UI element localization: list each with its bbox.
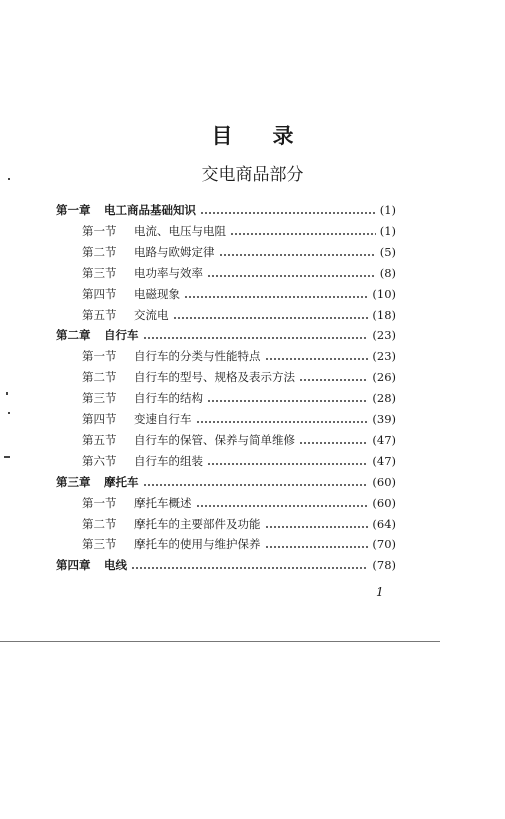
page-bottom-rule <box>0 641 440 642</box>
toc-leader-dots <box>265 526 369 528</box>
toc-section-row <box>82 514 396 534</box>
toc-entry-page: (23) <box>372 349 396 364</box>
toc-section-row <box>82 263 396 283</box>
toc-section-row <box>82 493 396 513</box>
toc-entry-number: 第一章 <box>56 203 91 217</box>
toc-entry-number: 第五节 <box>82 432 117 447</box>
toc-entry-number: 第二节 <box>82 370 117 385</box>
toc-entry-page: (23) <box>372 328 396 343</box>
toc-entry-page: (78) <box>372 558 396 573</box>
toc-chapter-row <box>56 472 396 492</box>
toc-entry-title: 摩托车的主要部件及功能 <box>134 516 261 531</box>
toc-section-row <box>82 451 396 471</box>
page-number: 1 <box>376 585 384 599</box>
toc-entry-page: (60) <box>372 495 396 510</box>
toc-entry-page: (28) <box>372 391 396 406</box>
toc-entry-number: 第三章 <box>56 474 91 489</box>
toc-entry-title: 电路与欧姆定律 <box>134 244 215 259</box>
scan-speck <box>8 412 10 414</box>
toc-entry-number: 第二章 <box>56 328 91 343</box>
toc-entry-number: 第二节 <box>82 516 117 531</box>
toc-entry-number: 第三节 <box>82 537 117 552</box>
toc-leader-dots <box>143 484 369 486</box>
toc-entry-number: 第四节 <box>82 412 117 426</box>
toc-section-row <box>82 284 396 304</box>
toc-leader-dots <box>196 421 369 423</box>
toc-entry-title: 摩托车 <box>104 474 139 489</box>
toc-leader-dots <box>131 567 368 569</box>
toc-entry-title: 电功率与效率 <box>134 265 203 280</box>
toc-entry-title: 自行车 <box>104 328 139 343</box>
toc-entry-number: 第四章 <box>56 558 91 573</box>
toc-section-row <box>82 305 396 325</box>
toc-entry-page: (64) <box>372 516 396 531</box>
toc-section-row <box>82 534 396 554</box>
toc-leader-dots <box>173 317 369 319</box>
toc-entry-number: 第四节 <box>82 286 117 301</box>
toc-chapter-row <box>56 200 396 220</box>
title-char-2: 录 <box>272 124 294 148</box>
toc-entry-page: (47) <box>372 453 396 468</box>
section-subtitle: 交电商品部分 <box>201 165 304 185</box>
toc-entry-number: 第一节 <box>82 223 117 238</box>
toc-section-row <box>82 221 396 241</box>
toc-leader-dots <box>265 358 369 360</box>
toc-entry-title: 摩托车概述 <box>134 495 192 510</box>
toc-entry-page: (10) <box>372 286 396 301</box>
toc-entry-title: 交流电 <box>134 307 169 322</box>
toc-section-row <box>82 388 396 408</box>
toc-entry-page: (18) <box>372 307 396 322</box>
toc-leader-dots <box>143 337 369 339</box>
toc-entry-title: 自行车的型号、规格及表示方法 <box>134 370 295 385</box>
toc-entry-number: 第一节 <box>82 495 117 510</box>
toc-section-row <box>82 346 396 366</box>
toc-entry-page: (1) <box>379 223 396 238</box>
toc-entry-number: 第一节 <box>82 349 117 364</box>
toc-leader-dots <box>219 254 376 256</box>
toc-entry-number: 第六节 <box>82 453 117 468</box>
toc-entry-title: 电磁现象 <box>134 286 180 301</box>
toc-leader-dots <box>200 212 376 214</box>
toc-leader-dots <box>299 442 368 444</box>
toc-entry-number: 第三节 <box>82 391 117 406</box>
toc-entry-number: 第三节 <box>82 265 117 280</box>
toc-section-row <box>82 430 396 450</box>
toc-leader-dots <box>207 400 368 402</box>
toc-entry-page: (26) <box>372 370 396 385</box>
toc-entry-title: 电流、电压与电阻 <box>134 223 226 238</box>
toc-entry-page: (70) <box>372 537 396 552</box>
toc-section-row <box>82 367 396 387</box>
toc-entry-number: 第五节 <box>82 307 117 322</box>
toc-leader-dots <box>207 275 376 277</box>
toc-leader-dots <box>230 233 376 235</box>
toc-entry-page: (47) <box>372 432 396 447</box>
toc-entry-title: 自行车的组装 <box>134 453 203 468</box>
toc-entry-page: (60) <box>372 474 396 489</box>
page-title <box>0 120 505 150</box>
toc-entry-title: 自行车的保管、保养与简单维修 <box>134 432 295 447</box>
toc-entry-page: (1) <box>379 203 396 217</box>
toc-section-row <box>82 409 396 429</box>
toc-entry-title: 自行车的结构 <box>134 391 203 406</box>
toc-section-row <box>82 242 396 262</box>
toc-chapter-row <box>56 325 396 345</box>
title-char-1: 目 <box>211 124 233 148</box>
toc-entry-page: (5) <box>379 244 396 259</box>
toc-entry-page: (39) <box>372 412 396 426</box>
toc-leader-dots <box>184 296 368 298</box>
toc-entry-title: 变速自行车 <box>134 412 192 426</box>
scan-speck <box>6 392 8 395</box>
toc-entry-title: 自行车的分类与性能特点 <box>134 349 261 364</box>
toc-entry-page: (8) <box>379 265 396 280</box>
toc-entry-title: 摩托车的使用与维护保养 <box>134 537 261 552</box>
toc-entry-number: 第二节 <box>82 244 117 259</box>
toc-leader-dots <box>207 463 368 465</box>
toc-entry-title: 电线 <box>104 558 127 573</box>
toc-chapter-row <box>56 555 396 575</box>
toc-leader-dots <box>299 379 368 381</box>
scan-speck <box>8 178 10 180</box>
toc-entry-title: 电工商品基础知识 <box>104 203 196 217</box>
scan-speck <box>4 456 10 458</box>
toc-leader-dots <box>265 546 369 548</box>
toc-leader-dots <box>196 505 369 507</box>
